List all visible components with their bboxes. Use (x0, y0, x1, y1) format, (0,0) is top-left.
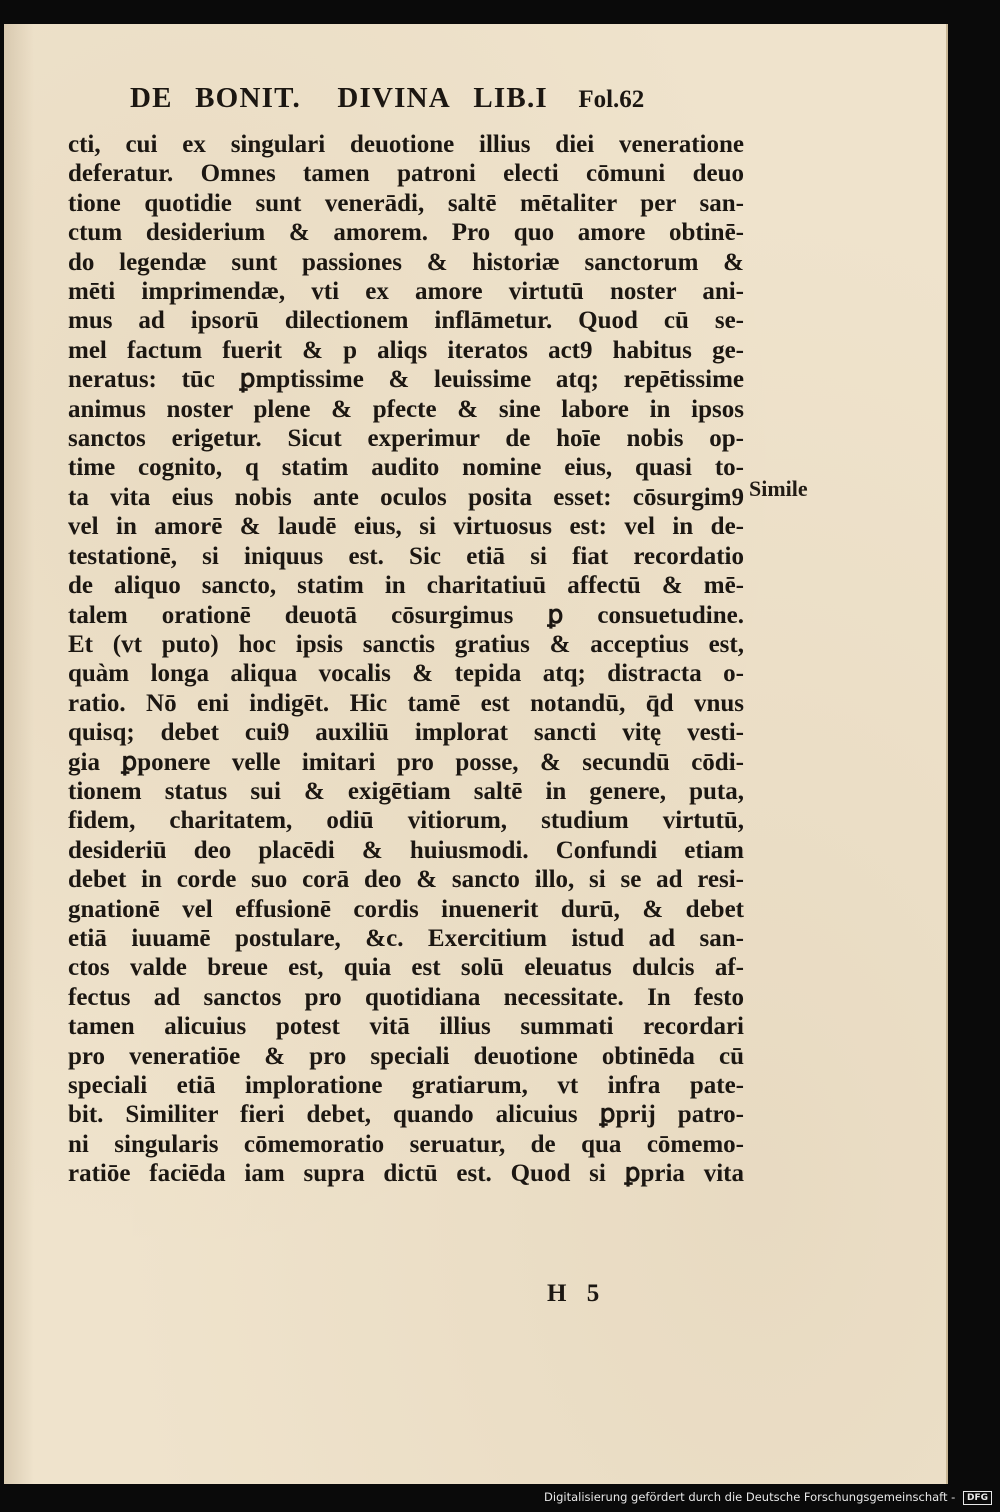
running-header (130, 82, 740, 115)
text-line: quàm longa aliqua vocalis & tepida atq; distracta o- (68, 660, 744, 688)
text-line: vel in amorē & laudē eius, si virtuosus est: vel in de- (68, 513, 744, 541)
header-part-bonit: BONIT. (195, 82, 301, 114)
text-line: animus noster plene & pfecte & sine labore in ipsos (68, 395, 744, 423)
text-line: deferatur. Omnes tamen patroni electi cōmuni deuo (68, 160, 744, 188)
text-line: tamen alicuius potest vitā illius summati recordari (68, 1013, 744, 1041)
text-line: testationē, si iniquus est. Sic etiā si fiat recordatio (68, 542, 744, 570)
body-text (68, 130, 744, 1189)
marginal-note: Simile (749, 476, 808, 501)
text-line: talem orationē deuotā cōsurgimus ꝑ consuetudine. (68, 601, 744, 629)
text-line: gnationē vel effusionē cordis inuenerit durū, & debet (68, 895, 744, 923)
text-line: gia ꝑponere velle imitari pro posse, & secundū cōdi- (68, 748, 744, 776)
text-line: mel factum fuerit & p aliqs iteratos act9 habitus ge- (68, 336, 744, 364)
header-part-lib: LIB.I (473, 82, 548, 114)
text-line: speciali etiā imploratione gratiarum, vt infra pate- (68, 1072, 744, 1099)
text-line: tione quotidie sunt venerādi, saltē mētaliter per san- (68, 189, 744, 217)
text-line: quisq; debet cui9 auxiliū implorat sancti vitę vesti- (68, 719, 744, 747)
text-line: tionem status sui & exigētiam saltē in genere, puta, (68, 777, 744, 805)
text-line: desideriū deo placēdi & huiusmodi. Confundi etiam (68, 836, 744, 864)
text-line: bit. Similiter fieri debet, quando alicuius ꝑprij patro- (68, 1101, 744, 1129)
digitization-footer (0, 1490, 992, 1505)
header-part-de: DE (130, 82, 173, 114)
text-line: cti, cui ex singulari deuotione illius diei veneratione (68, 131, 744, 158)
text-line: time cognito, q statim audito nomine eius, quasi to- (68, 454, 744, 482)
text-line: mus ad ipsorū dilectionem inflāmetur. Quod cū se- (68, 307, 744, 335)
text-line: debet in corde suo corā deo & sancto illo, si se ad resi- (68, 866, 744, 894)
text-line: neratus: tūc ꝑmptissime & leuissime atq; repētissime (68, 366, 744, 394)
text-line: ratio. Nō eni indigēt. Hic tamē est notandū, q̄d vnus (68, 689, 744, 717)
text-line: do legendæ sunt passiones & historiæ sanctorum & (68, 248, 744, 276)
text-line: mēti imprimendæ, vti ex amore virtutū noster ani- (68, 278, 744, 306)
header-part-divina: DIVINA (337, 82, 451, 114)
footer-text: Digitalisierung gefördert durch die Deutsche Forschungsgemeinschaft - (544, 1490, 956, 1504)
text-line: ratiōe faciēda iam supra dictū est. Quod si ꝑpria vita (68, 1160, 744, 1188)
text-line: de aliquo sancto, statim in charitatiuū affectū & mē- (68, 572, 744, 600)
text-line: ctum desiderium & amorem. Pro quo amore obtinē- (68, 219, 744, 247)
text-line: ta vita eius nobis ante oculos posita esset: cōsurgim9 (68, 483, 744, 511)
text-line: pro veneratiōe & pro speciali deuotione obtinēda cū (68, 1042, 744, 1070)
text-line: fectus ad sanctos pro quotidiana necessitate. In festo (68, 983, 744, 1011)
folio-number: Fol.62 (578, 86, 645, 113)
text-line: ctos valde breue est, quia est solū eleuatus dulcis af- (68, 954, 744, 982)
text-line: fidem, charitatem, odiū vitiorum, studium virtutū, (68, 807, 744, 835)
text-line: sanctos erigetur. Sicut experimur de hoīe nobis op- (68, 425, 744, 453)
signature-mark: H 5 (547, 1280, 600, 1307)
dfg-logo-icon: DFG (963, 1491, 992, 1505)
text-line: etiā iuuamē postulare, &c. Exercitium istud ad san- (68, 924, 744, 952)
text-line: Et (vt puto) hoc ipsis sanctis gratius & acceptius est, (68, 630, 744, 658)
text-line: ni singularis cōmemoratio seruatur, de qua cōmemo- (68, 1130, 744, 1158)
